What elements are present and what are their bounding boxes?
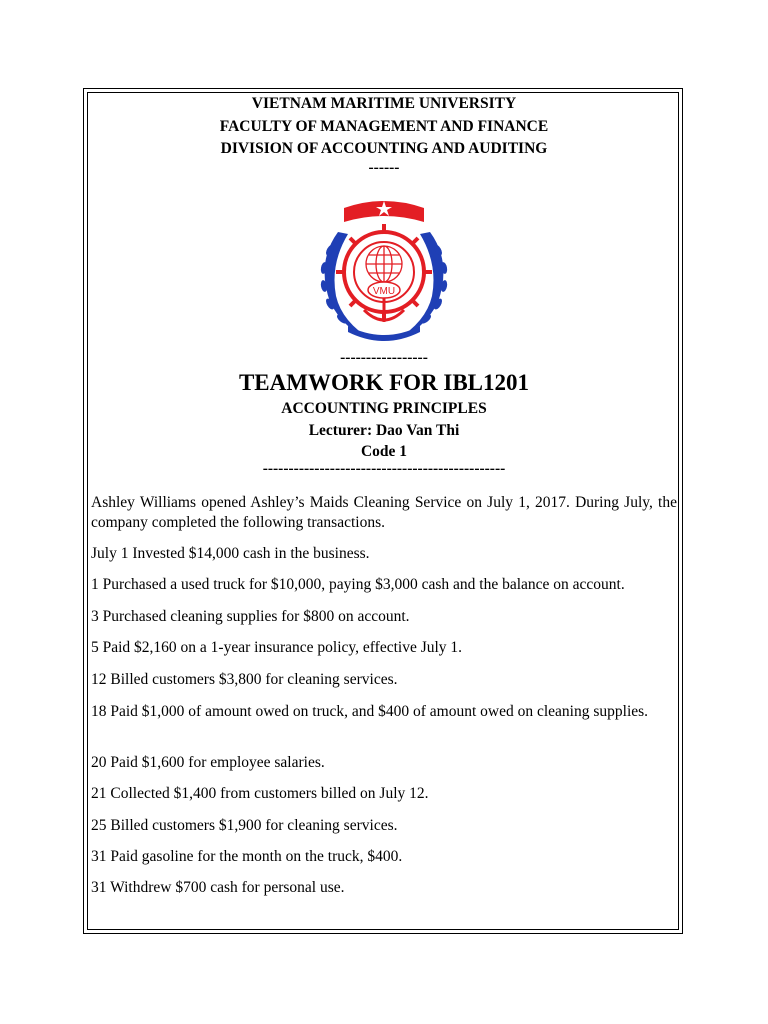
page-title: TEAMWORK FOR IBL1201 [238,370,530,395]
transaction-item: 1 Purchased a used truck for $10,000, paying $3,000 cash and the balance on account. [91,576,625,593]
faculty-name: FACULTY OF MANAGEMENT AND FINANCE [219,118,549,135]
vmu-logo [308,192,460,344]
lecturer-name: Lecturer: Dao Van Thi [308,422,460,439]
university-name: VIETNAM MARITIME UNIVERSITY [251,95,517,112]
course-subtitle: ACCOUNTING PRINCIPLES [281,400,487,417]
intro-paragraph [91,493,677,533]
title-separator-top: ----------------- [340,349,428,366]
transaction-item: 31 Withdrew $700 cash for personal use. [91,879,345,896]
transaction-item: 20 Paid $1,600 for employee salaries. [91,754,325,771]
transaction-item: 25 Billed customers $1,900 for cleaning services. [91,817,398,834]
title-separator-bottom: ----------------------------------------------- [262,460,506,477]
code-label: Code 1 [360,443,408,460]
globe-icon [366,246,402,282]
transaction-item: July 1 Invested $14,000 cash in the business. [91,545,370,562]
transaction-item: 3 Purchased cleaning supplies for $800 on account. [91,608,410,625]
division-name: DIVISION OF ACCOUNTING AND AUDITING [220,140,548,157]
transaction-item: 21 Collected $1,400 from customers billed on July 12. [91,785,429,802]
transaction-item: 31 Paid gasoline for the month on the truck, $400. [91,848,403,865]
transaction-item: 18 Paid $1,000 of amount owed on truck, and $400 of amount owed on cleaning supplies. [91,703,649,720]
header-separator: ------ [368,159,400,176]
intro-text: Ashley Williams opened Ashley’s Maids Cleaning Service on July 1, 2017. During July, the company completed the following transactions. [91,494,677,531]
vmu-logo-text: VMU [372,286,396,297]
transaction-item: 12 Billed customers $3,800 for cleaning services. [91,671,398,688]
transaction-item: 5 Paid $2,160 on a 1-year insurance policy, effective July 1. [91,639,463,656]
